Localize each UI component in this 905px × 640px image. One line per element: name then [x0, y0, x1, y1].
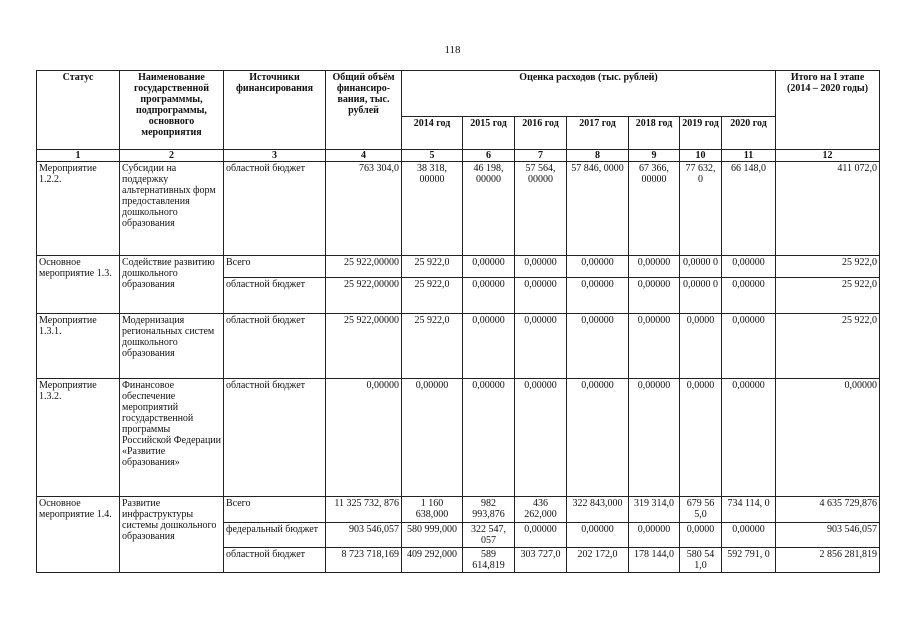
- row-year-value: 0,00000: [463, 278, 515, 314]
- row-name: Содействие развитию дошкольного образования: [120, 256, 224, 314]
- row-stage-total: 25 922,0: [776, 314, 880, 379]
- row-stage-total: 2 856 281,819: [776, 548, 880, 573]
- row-year-value: 0,00000: [629, 523, 680, 548]
- row-status: Мероприятие 1.2.2.: [37, 162, 120, 256]
- table-row: [37, 256, 880, 278]
- row-stage-total: 903 546,057: [776, 523, 880, 548]
- row-year-value: 982 993,876: [463, 497, 515, 523]
- header-estimate: Оценка расходов (тыс. рублей): [402, 71, 776, 117]
- row-year-value: 436 262,000: [515, 497, 567, 523]
- row-year-value: 0,00000: [567, 256, 629, 278]
- row-year-value: 66 148,0: [722, 162, 776, 256]
- row-year-value: 322 843,000: [567, 497, 629, 523]
- table-row: [37, 497, 880, 523]
- row-year-value: 0,00000: [463, 314, 515, 379]
- row-year-value: 0,00000: [567, 278, 629, 314]
- header-year: 2018 год: [629, 117, 680, 150]
- column-number: 11: [722, 150, 776, 162]
- row-source: областной бюджет: [224, 548, 326, 573]
- header-year: 2015 год: [463, 117, 515, 150]
- header-year: 2017 год: [567, 117, 629, 150]
- row-year-value: 734 114, 0: [722, 497, 776, 523]
- row-year-value: 0,00000: [722, 379, 776, 497]
- row-total: 11 325 732, 876: [326, 497, 402, 523]
- row-year-value: 25 922,0: [402, 278, 463, 314]
- row-year-value: 0,00000: [567, 379, 629, 497]
- row-source: федеральный бюджет: [224, 523, 326, 548]
- row-year-value: 0,00000: [722, 256, 776, 278]
- header-status: Статус: [37, 71, 120, 150]
- row-year-value: 77 632, 0: [680, 162, 722, 256]
- row-stage-total: 0,00000: [776, 379, 880, 497]
- row-year-value: 0,00000: [402, 379, 463, 497]
- row-year-value: 0,00000: [515, 256, 567, 278]
- row-year-value: 202 172,0: [567, 548, 629, 573]
- row-year-value: 178 144,0: [629, 548, 680, 573]
- table-row: [37, 379, 880, 497]
- row-name: Финансовое обеспечение мероприятий государственной программы Российской Федерации «Развитие образования»: [120, 379, 224, 497]
- row-total: 25 922,00000: [326, 314, 402, 379]
- column-number: 4: [326, 150, 402, 162]
- row-year-value: 0,00000: [722, 314, 776, 379]
- header-year: 2014 год: [402, 117, 463, 150]
- row-status: Основное мероприятие 1.3.: [37, 256, 120, 314]
- row-year-value: 0,00000: [629, 379, 680, 497]
- row-name: Модернизация региональных систем дошкольного образования: [120, 314, 224, 379]
- column-number: 5: [402, 150, 463, 162]
- row-year-value: 25 922,0: [402, 256, 463, 278]
- row-total: 903 546,057: [326, 523, 402, 548]
- row-year-value: 0,00000: [515, 314, 567, 379]
- row-year-value: 319 314,0: [629, 497, 680, 523]
- row-total: 8 723 718,169: [326, 548, 402, 573]
- column-number: 10: [680, 150, 722, 162]
- header-year: 2019 год: [680, 117, 722, 150]
- row-total: 763 304,0: [326, 162, 402, 256]
- row-year-value: 580 54 1,0: [680, 548, 722, 573]
- row-year-value: 0,00000: [463, 379, 515, 497]
- page-number: 118: [444, 44, 461, 56]
- row-stage-total: 25 922,0: [776, 278, 880, 314]
- column-number: 8: [567, 150, 629, 162]
- row-source: областной бюджет: [224, 278, 326, 314]
- header-year: 2020 год: [722, 117, 776, 150]
- row-year-value: 0,00000: [567, 314, 629, 379]
- row-status: Мероприятие 1.3.2.: [37, 379, 120, 497]
- row-year-value: 38 318, 00000: [402, 162, 463, 256]
- row-year-value: 0,00000: [463, 256, 515, 278]
- row-year-value: 1 160 638,000: [402, 497, 463, 523]
- row-year-value: 0,00000: [629, 278, 680, 314]
- row-source: областной бюджет: [224, 314, 326, 379]
- row-year-value: 580 999,000: [402, 523, 463, 548]
- column-number: 1: [37, 150, 120, 162]
- row-year-value: 46 198, 00000: [463, 162, 515, 256]
- header-year: 2016 год: [515, 117, 567, 150]
- row-year-value: 322 547, 057: [463, 523, 515, 548]
- row-status: Мероприятие 1.3.1.: [37, 314, 120, 379]
- row-stage-total: 411 072,0: [776, 162, 880, 256]
- row-total: 25 922,00000: [326, 278, 402, 314]
- column-number: 9: [629, 150, 680, 162]
- row-source: Всего: [224, 497, 326, 523]
- row-year-value: 57 846, 0000: [567, 162, 629, 256]
- column-number: 3: [224, 150, 326, 162]
- row-stage-total: 4 635 729,876: [776, 497, 880, 523]
- column-number: 12: [776, 150, 880, 162]
- header-stage-total: Итого на I этапе (2014 – 2020 годы): [776, 71, 880, 150]
- row-year-value: 0,0000 0: [680, 256, 722, 278]
- row-year-value: 303 727,0: [515, 548, 567, 573]
- row-year-value: 0,00000: [515, 278, 567, 314]
- row-year-value: 0,0000: [680, 314, 722, 379]
- row-name: Субсидии на поддержку альтернативных форм предоставления дошкольного образования: [120, 162, 224, 256]
- row-source: областной бюджет: [224, 162, 326, 256]
- row-year-value: 0,00000: [722, 523, 776, 548]
- row-status: Основное мероприятие 1.4.: [37, 497, 120, 573]
- row-year-value: 25 922,0: [402, 314, 463, 379]
- row-year-value: 589 614,819: [463, 548, 515, 573]
- header-name: Наименование государственной программмы, подпрограммы, основного мероприятия: [120, 71, 224, 150]
- row-year-value: 0,0000: [680, 523, 722, 548]
- row-source: Всего: [224, 256, 326, 278]
- header-sources: Источники финансирования: [224, 71, 326, 150]
- header-total: Общий объём финансиро-вания, тыс. рублей: [326, 71, 402, 150]
- row-year-value: 0,00000: [515, 379, 567, 497]
- row-year-value: 0,0000 0: [680, 278, 722, 314]
- row-year-value: 592 791, 0: [722, 548, 776, 573]
- column-number: 6: [463, 150, 515, 162]
- row-year-value: 67 366, 00000: [629, 162, 680, 256]
- row-source: областной бюджет: [224, 379, 326, 497]
- row-year-value: 57 564, 00000: [515, 162, 567, 256]
- row-year-value: 0,00000: [515, 523, 567, 548]
- row-year-value: 0,00000: [722, 278, 776, 314]
- row-year-value: 409 292,000: [402, 548, 463, 573]
- row-total: 25 922,00000: [326, 256, 402, 278]
- row-year-value: 0,00000: [629, 314, 680, 379]
- table-row: [37, 314, 880, 379]
- table-row: [37, 162, 880, 256]
- row-year-value: 0,0000: [680, 379, 722, 497]
- row-year-value: 679 56 5,0: [680, 497, 722, 523]
- budget-table: [36, 70, 880, 573]
- row-year-value: 0,00000: [629, 256, 680, 278]
- row-total: 0,00000: [326, 379, 402, 497]
- column-number: 7: [515, 150, 567, 162]
- row-year-value: 0,00000: [567, 523, 629, 548]
- row-stage-total: 25 922,0: [776, 256, 880, 278]
- column-number: 2: [120, 150, 224, 162]
- row-name: Развитие инфраструктуры системы дошкольного образования: [120, 497, 224, 573]
